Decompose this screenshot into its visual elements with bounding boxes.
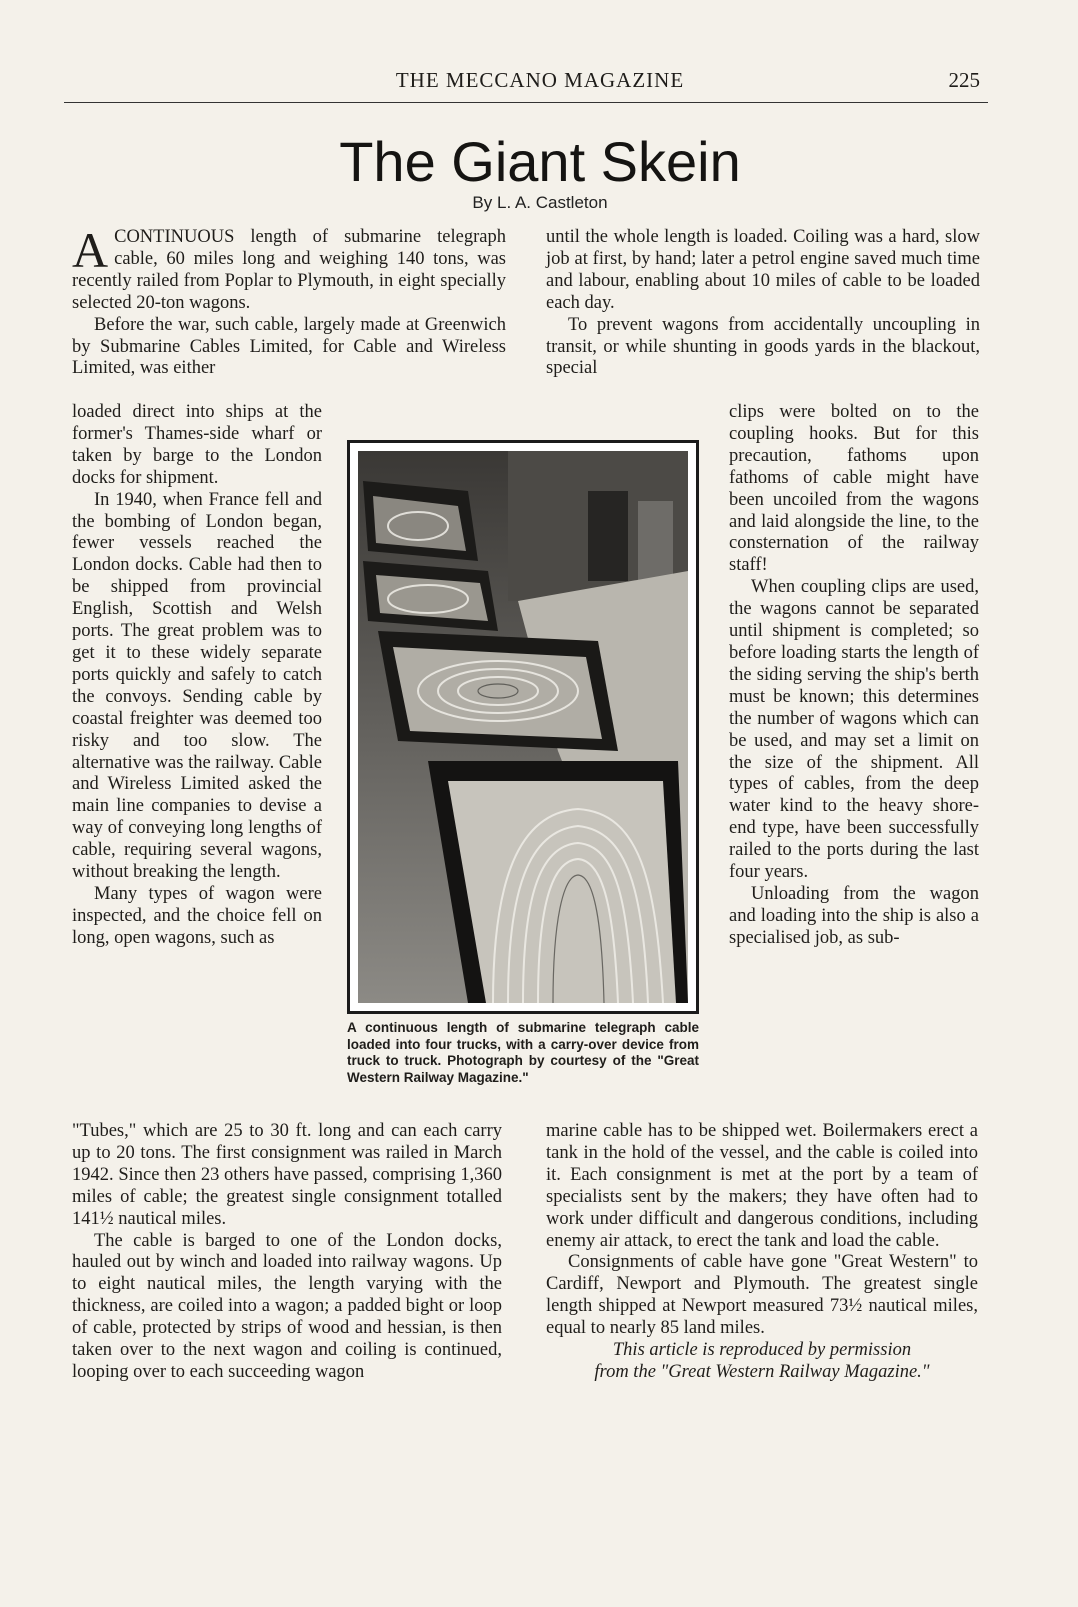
photo-caption: A continuous length of submarine telegraph cable loaded into four trucks, with a carry-over device from truck to truck. Photograph by courtesy of the "Great Western Railway Magazine." xyxy=(347,1020,699,1085)
paragraph-coiling: until the whole length is loaded. Coiling was a hard, slow job at first, by hand; later a petrol engine saved much time and labour, enabling about 10 miles of cable to be loaded each day. xyxy=(546,227,980,313)
paragraph-barged: The cable is barged to one of the London docks, hauled out by winch and loaded into railway wagons. Up to eight nautical miles, the length varying with the thickness, are coiled into a wagon; a padded bight or loop of cable, protected by strips of wood and hessian, is then taken over to the next wagon and coiling is continued, looping over to each succeeding wagon xyxy=(72,1230,502,1382)
paragraph-coupling-clips: When coupling clips are used, the wagons cannot be separated until shipment is completed; so before loading starts the length of the siding serving the ship's berth must be known; this determines the number of wagons which can be used, and may set a limit on the size of the shipment. All types of cables, from the deep water kind to the heavy shore-end type, have been successfully railed to the ports during the last four years. xyxy=(729,577,979,883)
page-number: 225 xyxy=(948,68,980,92)
paragraph-consignments: Consignments of cable have gone "Great Western" to Cardiff, Newport and Plymouth. The greatest single length shipped at Newport measured 73½ nautical miles, equal to nearly 85 land miles. xyxy=(546,1252,978,1339)
column-2-top xyxy=(546,227,980,380)
paragraph-shipped-wet: marine cable has to be shipped wet. Boilermakers erect a tank in the hold of the vessel, and the cable is coiled into it. Each consignment is met at the port by a team of specialists sent by the makers; they have often had to work under difficult and dangerous conditions, including enemy air attack, to erect the tank and load the cable. xyxy=(546,1121,978,1251)
paragraph-before-war: Before the war, such cable, largely made at Greenwich by Submarine Cables Limited, for Cable and Wireless Limited, was either xyxy=(72,314,506,379)
column-1-narrow xyxy=(72,402,322,950)
header-rule xyxy=(64,102,988,103)
photo-frame xyxy=(347,440,699,1014)
column-2-bottom xyxy=(546,1121,978,1384)
column-1-bottom xyxy=(72,1121,502,1384)
cable-wagons-photo xyxy=(358,451,688,1003)
magazine-title: THE MECCANO MAGAZINE xyxy=(395,68,685,92)
paragraph-unloading: Unloading from the wagon and loading into the ship is also a specialised job, as sub- xyxy=(729,883,979,948)
paragraph-intro: ACONTINUOUS length of submarine telegraph cable, 60 miles long and weighing 140 tons, was recently railed from Poplar to Plymouth, in eight specially selected 20-ton wagons. xyxy=(72,222,506,313)
column-1-top xyxy=(72,222,506,380)
article-title: The Giant Skein xyxy=(339,130,741,193)
paragraph-clips: clips were bolted on to the coupling hooks. But for this precaution, fathoms upon fathoms of cable might have been uncoiled from the wagons and laid alongside the line, to the consternation of the railway staff! xyxy=(729,402,979,576)
credit-line-2: from the "Great Western Railway Magazine." xyxy=(594,1361,930,1382)
paragraph-before-war-cont: loaded direct into ships at the former's Thames-side wharf or taken by barge to the London docks for shipment. xyxy=(72,402,322,488)
credit-line-1: This article is reproduced by permission xyxy=(612,1340,912,1361)
cable-wagons-illustration xyxy=(358,451,688,1003)
drop-cap: A xyxy=(72,222,109,278)
paragraph-tubes: "Tubes," which are 25 to 30 ft. long and can each carry up to 20 tons. The first consignment was railed in March 1942. Since then 23 others have passed, comprising 1,360 miles of cable; the greatest single consignment totalled 141½ nautical miles. xyxy=(72,1121,502,1229)
byline: By L. A. Castleton xyxy=(472,193,608,212)
paragraph-1940: In 1940, when France fell and the bombing of London began, fewer vessels reached the London docks. Cable had then to be shipped from provincial English, Scottish and Welsh ports. The great problem was to get it to these widely separate ports quickly and safely to catch the convoys. Sending cable by coastal freighter was deemed too risky and too slow. The alternative was the railway. Cable and Wireless Limited asked the main line companies to devise a way of conveying long lengths of cable, requiring several wagons, without breaking the length. xyxy=(72,489,322,883)
paragraph-wagon-types: Many types of wagon were inspected, and the choice fell on long, open wagons, such as xyxy=(72,883,322,948)
paragraph-prevent-uncoupling: To prevent wagons from accidentally uncoupling in transit, or while shunting in goods yards in the blackout, special xyxy=(546,314,980,379)
column-2-narrow xyxy=(729,402,979,950)
